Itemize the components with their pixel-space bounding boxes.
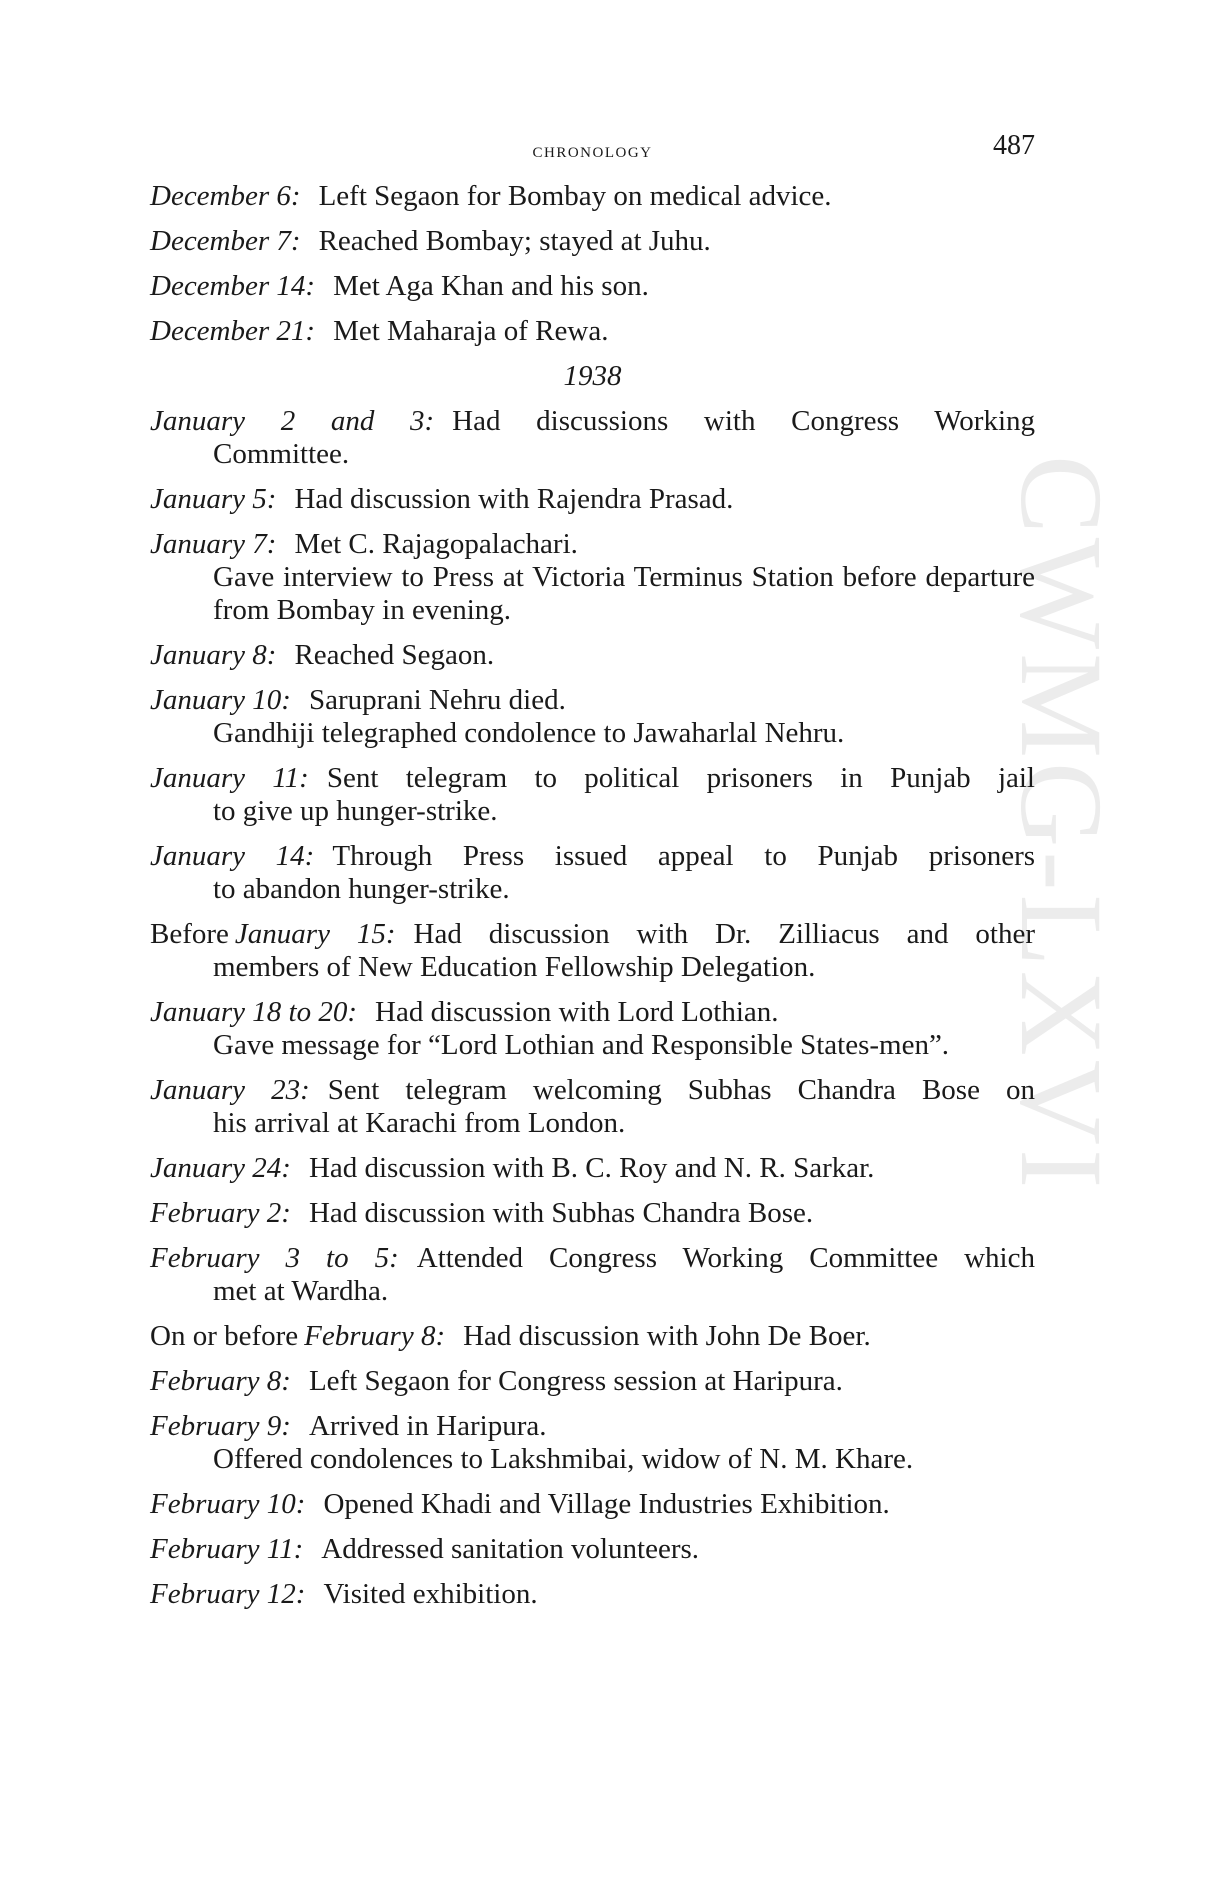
chronology-entry bbox=[150, 639, 1035, 672]
entry-continuation: Committee. bbox=[213, 438, 350, 470]
entry-text: Met C. Rajagopalachari. bbox=[294, 528, 578, 560]
chronology-entry bbox=[150, 1074, 1035, 1140]
entry-continuation: his arrival at Karachi from London. bbox=[213, 1107, 626, 1139]
chronology-entry bbox=[150, 1197, 1035, 1230]
entry-first-line bbox=[150, 1533, 1035, 1566]
entry-text: Left Segaon for Bombay on medical advice. bbox=[318, 180, 832, 212]
entry-date: January 11: bbox=[150, 762, 309, 794]
entry-first-line bbox=[150, 405, 1035, 438]
entry-first-line bbox=[150, 1074, 1035, 1107]
entry-text: Visited exhibition. bbox=[323, 1578, 538, 1610]
entry-text: Through Press issued appeal to Punjab prisoners bbox=[332, 840, 1036, 872]
entry-text: Saruprani Nehru died. bbox=[308, 684, 566, 716]
entries-1938 bbox=[150, 405, 1035, 1611]
entry-text: Had discussion with Subhas Chandra Bose. bbox=[308, 1197, 814, 1229]
entry-first-line bbox=[150, 762, 1035, 795]
entry-first-line bbox=[150, 1578, 1035, 1611]
chronology-entry bbox=[150, 1410, 1035, 1476]
entry-text: Sent telegram to political prisoners in Punjab jail bbox=[326, 762, 1035, 794]
chronology-entry bbox=[150, 1320, 1035, 1353]
entry-continuation: Gave interview to Press at Victoria Terminus Station before departure from Bombay in evening. bbox=[213, 561, 1035, 626]
chronology-entry bbox=[150, 1242, 1035, 1308]
entry-date-prefix: On or before bbox=[150, 1320, 299, 1352]
entry-text: Sent telegram welcoming Subhas Chandra Bose on bbox=[327, 1074, 1035, 1106]
entry-first-line bbox=[150, 1410, 1035, 1443]
entry-text: Had discussion with John De Boer. bbox=[463, 1320, 871, 1352]
chronology-entry bbox=[150, 1578, 1035, 1611]
page-header bbox=[150, 130, 1035, 170]
entry-date: January 14: bbox=[150, 840, 315, 872]
entry-date: December 6: bbox=[150, 180, 301, 212]
entry-date: February 9: bbox=[150, 1410, 291, 1442]
entry-date: December 14: bbox=[150, 270, 316, 302]
watermark: CWMG-LXVI bbox=[996, 455, 1127, 1193]
entry-text: Had discussion with Rajendra Prasad. bbox=[294, 483, 734, 515]
chronology-entry bbox=[150, 1365, 1035, 1398]
entry-first-line bbox=[150, 180, 1035, 213]
entry-text: Reached Bombay; stayed at Juhu. bbox=[318, 225, 711, 257]
year-heading: 1938 bbox=[563, 360, 622, 392]
entry-text: Addressed sanitation volunteers. bbox=[321, 1533, 700, 1565]
entry-continuation: members of New Education Fellowship Delegation. bbox=[213, 951, 816, 983]
entry-text: Had discussion with B. C. Roy and N. R. Sarkar. bbox=[308, 1152, 875, 1184]
entry-first-line bbox=[150, 996, 1035, 1029]
entry-text: Had discussion with Lord Lothian. bbox=[375, 996, 779, 1028]
entry-text: Met Maharaja of Rewa. bbox=[333, 315, 609, 347]
chronology-entry bbox=[150, 1152, 1035, 1185]
entry-text: Attended Congress Working Committee which bbox=[416, 1242, 1035, 1274]
entry-date: January 15: bbox=[234, 918, 396, 950]
entry-date: December 7: bbox=[150, 225, 301, 257]
entry-first-line bbox=[150, 684, 1035, 717]
entry-first-line bbox=[150, 1320, 1035, 1353]
entry-date: December 21: bbox=[150, 315, 316, 347]
entry-date: January 7: bbox=[150, 528, 277, 560]
entry-continuation: Gave message for “Lord Lothian and Responsible States-men”. bbox=[213, 1029, 950, 1061]
chronology-entry bbox=[150, 996, 1035, 1062]
chronology-entry bbox=[150, 483, 1035, 516]
entry-date: February 2: bbox=[150, 1197, 291, 1229]
chronology-entry bbox=[150, 1533, 1035, 1566]
chronology-entry bbox=[150, 405, 1035, 471]
entry-date: February 8: bbox=[150, 1365, 291, 1397]
entries-1937 bbox=[150, 180, 1035, 348]
entry-date: February 12: bbox=[150, 1578, 306, 1610]
entry-first-line bbox=[150, 1242, 1035, 1275]
entry-continuation: met at Wardha. bbox=[213, 1275, 389, 1307]
chronology-entry bbox=[150, 840, 1035, 906]
entry-date: February 11: bbox=[150, 1533, 304, 1565]
entry-continuation: to abandon hunger-strike. bbox=[213, 873, 510, 905]
entry-text: Met Aga Khan and his son. bbox=[333, 270, 649, 302]
chronology-entry bbox=[150, 918, 1035, 984]
chronology-list bbox=[150, 180, 1035, 1623]
entry-first-line bbox=[150, 270, 1035, 303]
entry-text: Reached Segaon. bbox=[294, 639, 495, 671]
chronology-entry bbox=[150, 762, 1035, 828]
chronology-entry bbox=[150, 1488, 1035, 1521]
chronology-entry bbox=[150, 684, 1035, 750]
chronology-entry bbox=[150, 180, 1035, 213]
entry-date: January 18 to 20: bbox=[150, 996, 357, 1028]
chronology-entry bbox=[150, 315, 1035, 348]
chronology-entry bbox=[150, 225, 1035, 258]
entry-first-line bbox=[150, 528, 1035, 561]
entry-date: February 3 to 5: bbox=[150, 1242, 399, 1274]
entry-text: Had discussions with Congress Working bbox=[452, 405, 1035, 437]
entry-date: January 23: bbox=[150, 1074, 310, 1106]
entry-text: Had discussion with Dr. Zilliacus and other bbox=[413, 918, 1035, 950]
running-head: chronology bbox=[532, 138, 653, 162]
entry-date-prefix: Before bbox=[150, 918, 229, 950]
entry-first-line bbox=[150, 225, 1035, 258]
chronology-entry bbox=[150, 270, 1035, 303]
entry-date: January 5: bbox=[150, 483, 277, 515]
entry-text: Arrived in Haripura. bbox=[308, 1410, 547, 1442]
entry-date: February 10: bbox=[150, 1488, 306, 1520]
entry-date: January 2 and 3: bbox=[150, 405, 435, 437]
entry-text: Left Segaon for Congress session at Haripura. bbox=[308, 1365, 843, 1397]
entry-date: January 8: bbox=[150, 639, 277, 671]
entry-text: Opened Khadi and Village Industries Exhibition. bbox=[323, 1488, 890, 1520]
entry-first-line bbox=[150, 1152, 1035, 1185]
entry-first-line bbox=[150, 639, 1035, 672]
entry-first-line bbox=[150, 918, 1035, 951]
entry-first-line bbox=[150, 1488, 1035, 1521]
entry-continuation: Offered condolences to Lakshmibai, widow of N. M. Khare. bbox=[213, 1443, 914, 1475]
entry-first-line bbox=[150, 1197, 1035, 1230]
entry-continuation: to give up hunger-strike. bbox=[213, 795, 498, 827]
entry-date: January 10: bbox=[150, 684, 291, 716]
entry-first-line bbox=[150, 840, 1035, 873]
entry-continuation: Gandhiji telegraphed condolence to Jawaharlal Nehru. bbox=[213, 717, 845, 749]
entry-first-line bbox=[150, 1365, 1035, 1398]
chronology-entry bbox=[150, 528, 1035, 627]
entry-date: January 24: bbox=[150, 1152, 291, 1184]
entry-first-line bbox=[150, 483, 1035, 516]
page-number: 487 bbox=[993, 130, 1035, 161]
entry-date: February 8: bbox=[304, 1320, 446, 1352]
entry-first-line bbox=[150, 315, 1035, 348]
